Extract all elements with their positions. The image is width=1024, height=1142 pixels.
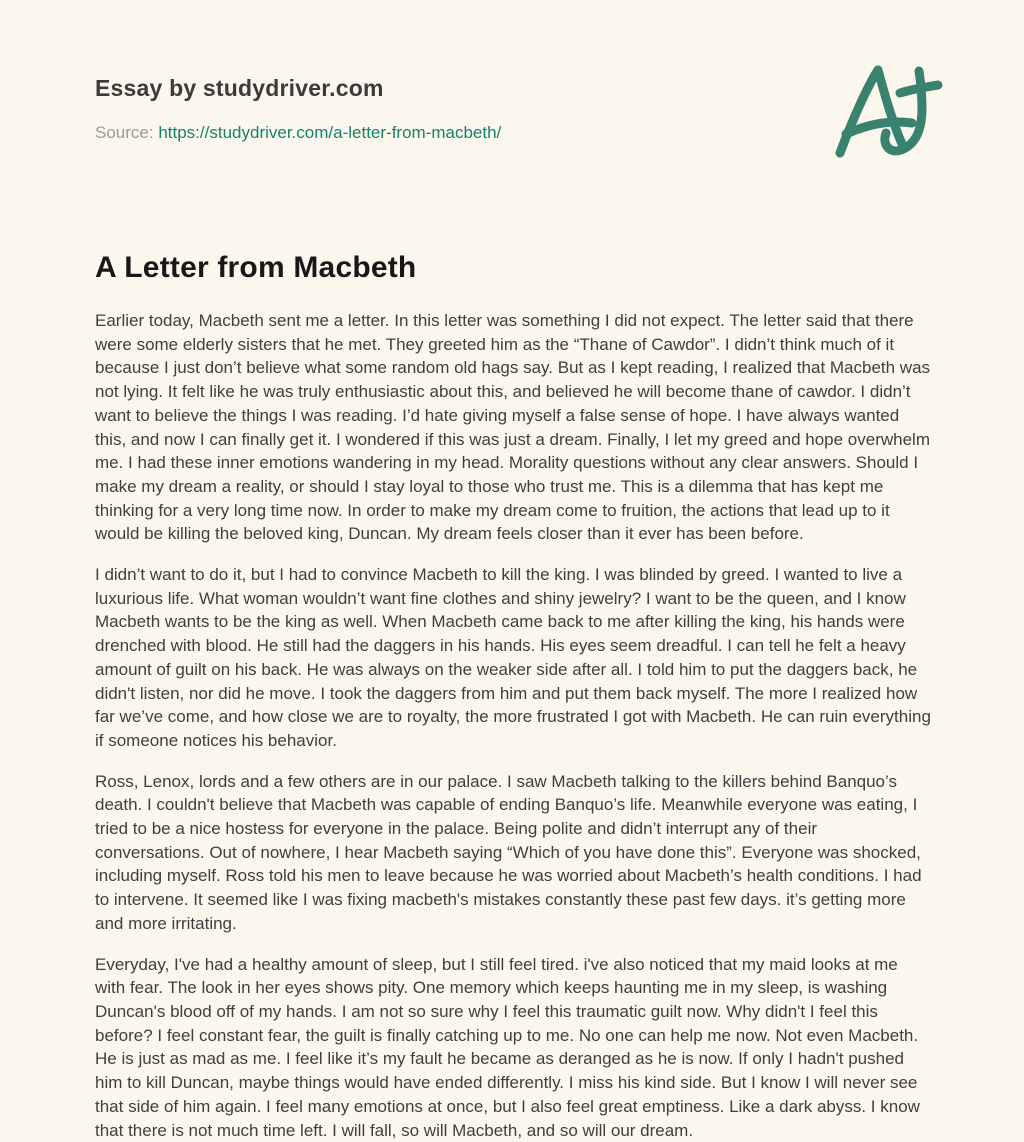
essay-paragraph-3: Ross, Lenox, lords and a few others are in our palace. I saw Macbeth talking to the killers behind Banquo’s death. I couldn't believe that Macbeth was capable of ending Banquo’s life. Meanwhile everyone was eating, I tried to be a nice hostess for everyone in the palace. Being polite and didn’t interrupt any of their conversations. Out of nowhere, I hear Macbeth saying “Which of you have done this”. Everyone was shocked, including myself. Ross told his men to leave because he was worried about Macbeth’s health conditions. I had to intervene. It seemed like I was fixing macbeth's mistakes constantly these past few days. it’s getting more and more irritating. — [95, 771, 922, 933]
site-title: Essay by studydriver.com — [95, 75, 384, 101]
a-plus-logo-icon — [833, 64, 943, 159]
source-label: Source: — [95, 123, 154, 142]
source-line — [95, 123, 929, 143]
article-title: A Letter from Macbeth — [95, 251, 417, 284]
essay-paragraph-1: Earlier today, Macbeth sent me a letter. In this letter was something I did not expect. The letter said that there were some elderly sisters that he met. They greeted him as the “Thane of Cawdor”. I didn’t think much of it because I just don’t believe what some random old hags say. But as I kept reading, I realized that Macbeth was not lying. It felt like he was truly enthusiastic about this, and believed he will become thane of cawdor. I didn’t want to believe the things I was reading. I’d hate giving myself a false sense of hope. I have always wanted this, and now I can finally get it. I wondered if this was just a dream. Finally, I let my greed and hope overwhelm me. I had these inner emotions wandering in my head. Morality questions without any clear answers. Should I make my dream a reality, or should I stay loyal to those who trust me. This is a dilemma that has kept me thinking for a very long time now. In order to make my dream come to fruition, the actions that lead up to it would be killing the beloved king, Duncan. My dream feels closer than it ever has been before. — [95, 311, 931, 544]
essay-paragraph-2: I didn’t want to do it, but I had to convince Macbeth to kill the king. I was blinded by greed. I wanted to live a luxurious life. What woman wouldn’t want fine clothes and shiny jewelry? I want to be the queen, and I know Macbeth wants to be the king as well. When Macbeth came back to me after killing the king, his hands were drenched with blood. He still had the daggers in his hands. His eyes seem dreadful. I can tell he felt a heavy amount of guilt on his back. He was always on the weaker side after all. I told him to put the daggers back, he didn't listen, nor did he move. I took the daggers from him and put them back myself. The more I realized how far we’ve come, and how close we are to royalty, the more frustrated I got with Macbeth. He can ruin everything if someone notices his behavior. — [95, 565, 931, 750]
source-link[interactable]: https://studydriver.com/a-letter-from-macbeth/ — [158, 123, 502, 142]
doc-header — [0, 0, 1024, 143]
essay-paragraph-4: Everyday, I've had a healthy amount of sleep, but I still feel tired. i've also noticed that my maid looks at me with fear. The look in her eyes shows pity. One memory which keeps haunting me in my sleep, is washing Duncan's blood off of my hands. I am not so sure why I feel this traumatic guilt now. Why didn't I feel this before? I feel constant fear, the guilt is finally catching up to me. No one can help me now. Not even Macbeth. He is just as mad as me. I feel like it’s my fault he became as deranged as he is now. If only I hadn't pushed him to kill Duncan, maybe things would have ended differently. I miss his kind side. But I know I will never see that side of him again. I feel many emotions at once, but I also feel great emptiness. Like a dark abyss. I know that there is not much time left. I will fall, so will Macbeth, and so will our dream. — [95, 954, 920, 1140]
studydriver-logo — [833, 64, 943, 159]
essay-body — [0, 250, 1024, 1142]
